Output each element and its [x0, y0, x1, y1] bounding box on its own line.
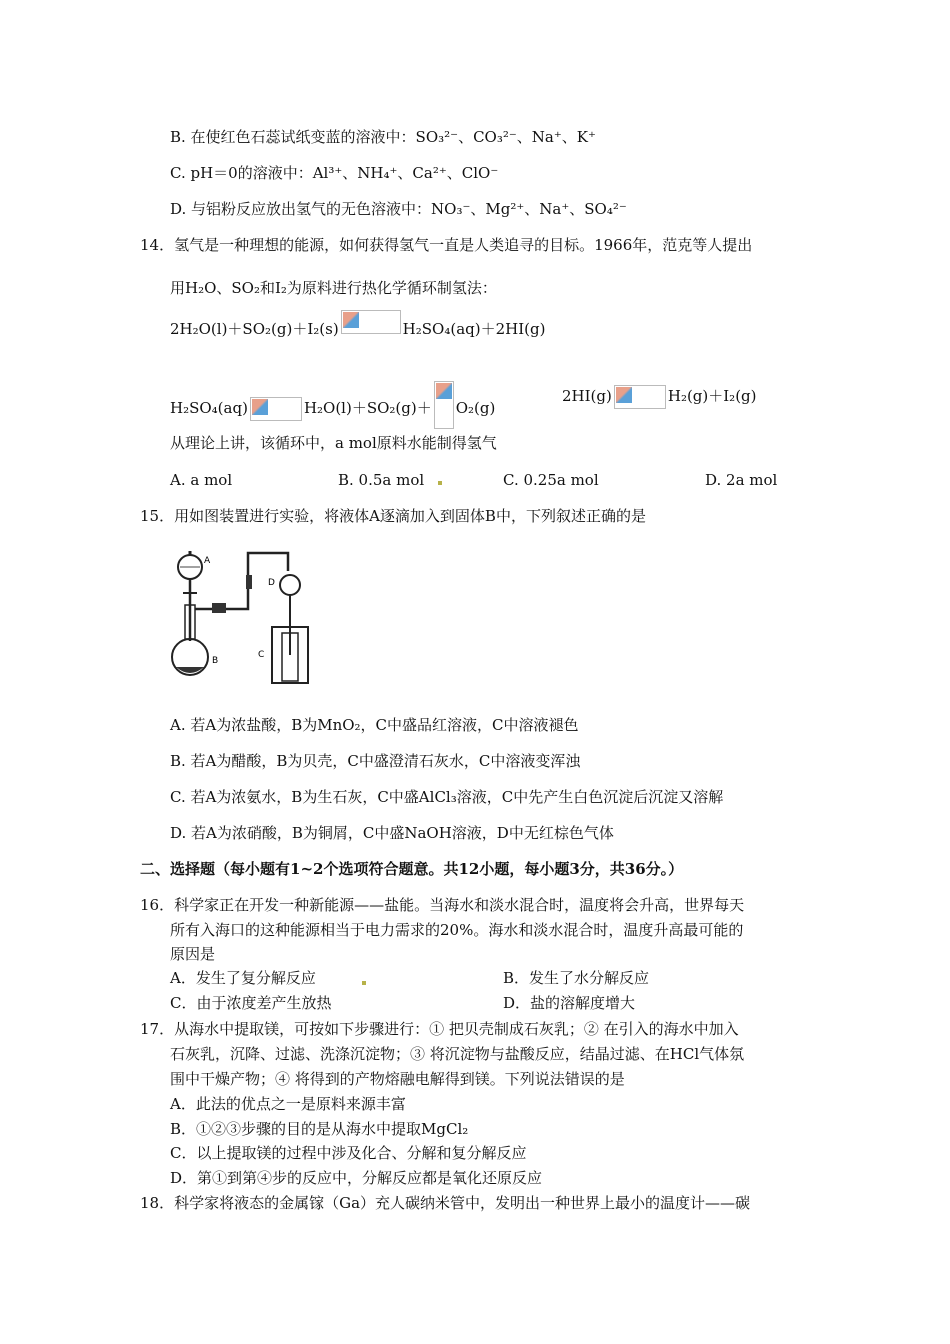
q17-stem-line3: 围中干燥产物；④ 将得到的产物熔融电解得到镁。下列说法错误的是 [170, 1070, 625, 1088]
q14-question: 从理论上讲，该循环中，a mol原料水能制得氢气 [170, 434, 497, 452]
label-d: D [268, 578, 275, 588]
eq2-right-a: H₂O(l)＋SO₂(g)＋ [303, 399, 432, 417]
q16-stem-line2: 所有入海口的这种能源相当于电力需求的20%。海水和淡水混合时，温度升高最可能的 [170, 921, 744, 939]
eq3-right: H₂(g)＋I₂(g) [667, 387, 757, 405]
fraction-image [434, 381, 454, 429]
q13-option-c: C. pH＝0的溶液中：Al³⁺、NH₄⁺、Ca²⁺、ClO⁻ [170, 164, 499, 182]
q15-option-c: C. 若A为浓氨水，B为生石灰，C中盛AlCl₃溶液，C中先产生白色沉淀后沉淀又溶解 [170, 788, 724, 806]
broken-image-icon [616, 387, 632, 403]
q18-stem-line1: 18．科学家将液态的金属镓（Ga）充人碳纳米管中，发明出一种世界上最小的温度计——碳 [140, 1194, 751, 1212]
q16-option-a: A．发生了复分解反应 [170, 969, 316, 987]
stray-dot [362, 981, 366, 985]
lab-apparatus-diagram [168, 545, 318, 693]
reaction-arrow-image [614, 385, 666, 409]
q14-option-b: B. 0.5a mol [338, 471, 425, 489]
q13-option-b: B. 在使红色石蕊试纸变蓝的溶液中：SO₃²⁻、CO₃²⁻、Na⁺、K⁺ [170, 128, 596, 146]
reaction-arrow-image [341, 310, 401, 334]
broken-image-icon [252, 399, 268, 415]
eq1-left: 2H₂O(l)＋SO₂(g)＋I₂(s) [170, 320, 339, 338]
q15-option-b: B. 若A为醋酸，B为贝壳，C中盛澄清石灰水，C中溶液变浑浊 [170, 752, 581, 770]
q16-stem-line1: 16．科学家正在开发一种新能源——盐能。当海水和淡水混合时，温度将会升高，世界每天 [140, 896, 745, 914]
broken-image-icon [343, 312, 359, 328]
q15-option-d: D. 若A为浓硝酸，B为铜屑，C中盛NaOH溶液，D中无红棕色气体 [170, 824, 614, 842]
q17-stem-line2: 石灰乳，沉降、过滤、洗涤沉淀物；③ 将沉淀物与盐酸反应，结晶过滤、在HCl气体氛 [170, 1045, 745, 1063]
eq2-left: H₂SO₄(aq) [170, 399, 248, 417]
q16-stem-line3: 原因是 [170, 945, 216, 963]
q17-option-b: B．①②③步骤的目的是从海水中提取MgCl₂ [170, 1120, 469, 1138]
eq1-right: H₂SO₄(aq)＋2HI(g) [402, 320, 546, 338]
reaction-arrow-image [250, 397, 302, 421]
q17-option-c: C．以上提取镁的过程中涉及化合、分解和复分解反应 [170, 1144, 527, 1162]
q14-equation-3 [562, 385, 757, 409]
q14-stem-line1: 14．氢气是一种理想的能源，如何获得氢气一直是人类追寻的目标。1966年，范克等人提出 [140, 236, 753, 254]
q16-option-d: D．盐的溶解度增大 [503, 994, 636, 1012]
eq3-left: 2HI(g) [562, 387, 612, 405]
q17-stem-line1: 17．从海水中提取镁，可按如下步骤进行：① 把贝壳制成石灰乳；② 在引入的海水中加入 [140, 1020, 739, 1038]
q14-option-d: D. 2a mol [705, 471, 778, 489]
q16-option-b: B．发生了水分解反应 [503, 969, 650, 987]
eq2-right-b: O₂(g) [455, 399, 496, 417]
label-a: A [204, 556, 211, 566]
q15-option-a: A. 若A为浓盐酸，B为MnO₂，C中盛品红溶液，C中溶液褪色 [170, 716, 579, 734]
q16-option-c: C．由于浓度差产生放热 [170, 994, 332, 1012]
q17-option-d: D．第①到第④步的反应中，分解反应都是氧化还原反应 [170, 1169, 543, 1187]
q14-stem-line2: 用H₂O、SO₂和I₂为原料进行热化学循环制氢法： [170, 279, 497, 297]
stray-dot [438, 481, 442, 485]
q14-option-c: C. 0.25a mol [503, 471, 599, 489]
label-b: B [212, 656, 219, 666]
broken-image-icon [436, 383, 452, 399]
q14-equation-2 [170, 385, 495, 433]
q17-option-a: A．此法的优点之一是原料来源丰富 [170, 1095, 406, 1113]
q15-stem: 15．用如图装置进行实验，将液体A逐滴加入到固体B中，下列叙述正确的是 [140, 507, 646, 525]
q13-option-d: D. 与铝粉反应放出氢气的无色溶液中：NO₃⁻、Mg²⁺、Na⁺、SO₄²⁻ [170, 200, 627, 218]
q14-equation-1 [170, 318, 545, 342]
section-2-heading: 二、选择题（每小题有1~2个选项符合题意。共12小题，每小题3分，共36分。） [140, 860, 684, 878]
label-c: C [258, 650, 265, 660]
q14-option-a: A. a mol [170, 471, 233, 489]
